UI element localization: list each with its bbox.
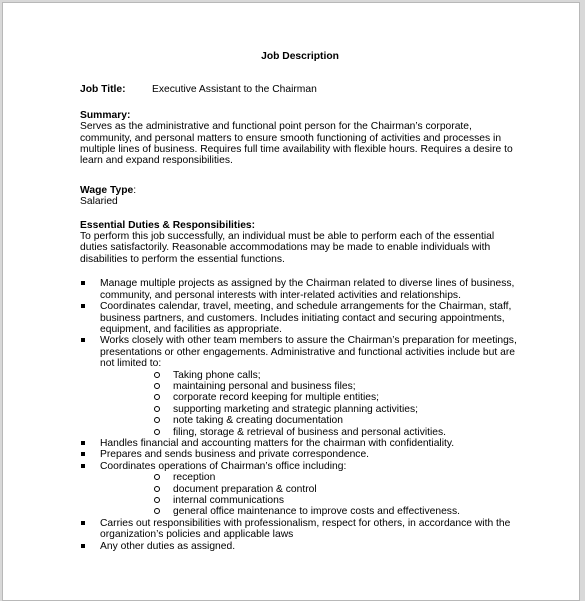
square-bullet-icon (81, 441, 85, 445)
document-title: Job Description (261, 51, 339, 62)
circle-bullet-icon (154, 394, 160, 400)
duty-subitem (154, 370, 520, 381)
square-bullet-icon (81, 304, 85, 308)
duties-list (80, 278, 520, 552)
duty-subitem (154, 392, 520, 403)
job-title-line (80, 84, 520, 95)
duty-sublist (100, 370, 520, 438)
duties-intro: To perform this job successfully, an individual must be able to perform each of the essential duties satisfactorily. Reasonable accommodations may be made to enable individuals with disabilities to perform the essential functions. (80, 231, 495, 265)
wage-heading-text: Wage Type (80, 184, 134, 196)
duty-item (80, 301, 520, 335)
circle-bullet-icon (154, 508, 160, 514)
duties-heading: Essential Duties & Responsibilities: (80, 219, 256, 231)
duty-subitem-text: Taking phone calls; (173, 369, 261, 381)
duty-text: Prepares and sends business and private correspondence. (100, 449, 370, 461)
duty-text: Any other duties as assigned. (100, 540, 236, 552)
duty-item (80, 449, 520, 460)
circle-bullet-icon (154, 372, 160, 378)
duty-subitem-text: maintaining personal and business files; (173, 380, 356, 392)
duty-subitem (154, 472, 520, 483)
duty-subitem-text: general office maintenance to improve costs and effectiveness. (173, 506, 460, 518)
wage-value: Salaried (80, 196, 118, 208)
duty-text: Manage multiple projects as assigned by the Chairman related to diverse lines of business, community, and personal interests with inter-related activities and relationships. (100, 278, 515, 301)
square-bullet-icon (81, 338, 85, 342)
duty-item (80, 541, 520, 552)
duty-text: Handles financial and accounting matters for the chairman with confidentiality. (100, 437, 455, 449)
document-content (80, 51, 520, 552)
circle-bullet-icon (154, 406, 160, 412)
square-bullet-icon (81, 464, 85, 468)
circle-bullet-icon (154, 474, 160, 480)
duty-subitem (154, 506, 520, 517)
duty-subitem-text: note taking & creating documentation (173, 415, 344, 427)
duty-text: Carries out responsibilities with professionalism, respect for others, in accordance with the organization’s policies and applicable laws (100, 517, 511, 541)
duty-subitem-text: internal communications (173, 495, 285, 506)
wage-heading: Wage Type: (80, 184, 137, 196)
duty-subitem-text: supporting marketing and strategic planning activities; (173, 403, 418, 415)
circle-bullet-icon (154, 486, 160, 492)
document-page (2, 2, 580, 601)
duty-item (80, 335, 520, 438)
circle-bullet-icon (154, 417, 160, 423)
duty-subitem (154, 381, 520, 392)
duty-subitem-text: reception (173, 472, 216, 484)
job-title-label: Job Title: (80, 84, 126, 96)
duty-subitem (154, 495, 520, 506)
duty-text: Works closely with other team members to assure the Chairman’s preparation for meetings, presentations or other engagements. Administrative and functional activities include but are not limited to: (100, 335, 517, 370)
summary-heading-text: Summary (80, 109, 127, 121)
square-bullet-icon (81, 452, 85, 456)
duty-subitem (154, 404, 520, 415)
duty-subitem (154, 427, 520, 438)
job-title-value: Executive Assistant to the Chairman (152, 84, 317, 96)
square-bullet-icon (81, 521, 85, 525)
duty-sublist (100, 472, 520, 518)
duty-subitem (154, 484, 520, 495)
duty-text: Coordinates operations of Chairman’s office including: (100, 460, 347, 472)
duty-subitem-text: corporate record keeping for multiple entities; (173, 392, 380, 404)
duty-text: Coordinates calendar, travel, meeting, and schedule arrangements for the Chairman, staff, business partners, and customers. Includes initiating contact and securing appointments, equipment, and facilities as appropriate. (100, 301, 512, 335)
duty-subitem-text: document preparation & control (173, 483, 317, 495)
square-bullet-icon (81, 281, 85, 285)
summary-heading: Summary: (80, 109, 131, 121)
duty-subitem-text: filing, storage & retrieval of business and personal activities. (173, 426, 447, 438)
duty-subitem (154, 415, 520, 426)
duty-item (80, 518, 520, 541)
circle-bullet-icon (154, 383, 160, 389)
circle-bullet-icon (154, 429, 160, 435)
summary-text: Serves as the administrative and functional point person for the Chairman’s corporate, community, and personal matters to ensure smooth functioning of activities and processes in multiple lines of business. Requires full time availability with flexible hours. Requires a desire to learn and expand responsibilities. (80, 121, 513, 167)
square-bullet-icon (81, 544, 85, 548)
duty-item (80, 461, 520, 518)
duty-item (80, 278, 520, 301)
circle-bullet-icon (154, 497, 160, 503)
duty-item (80, 438, 520, 449)
